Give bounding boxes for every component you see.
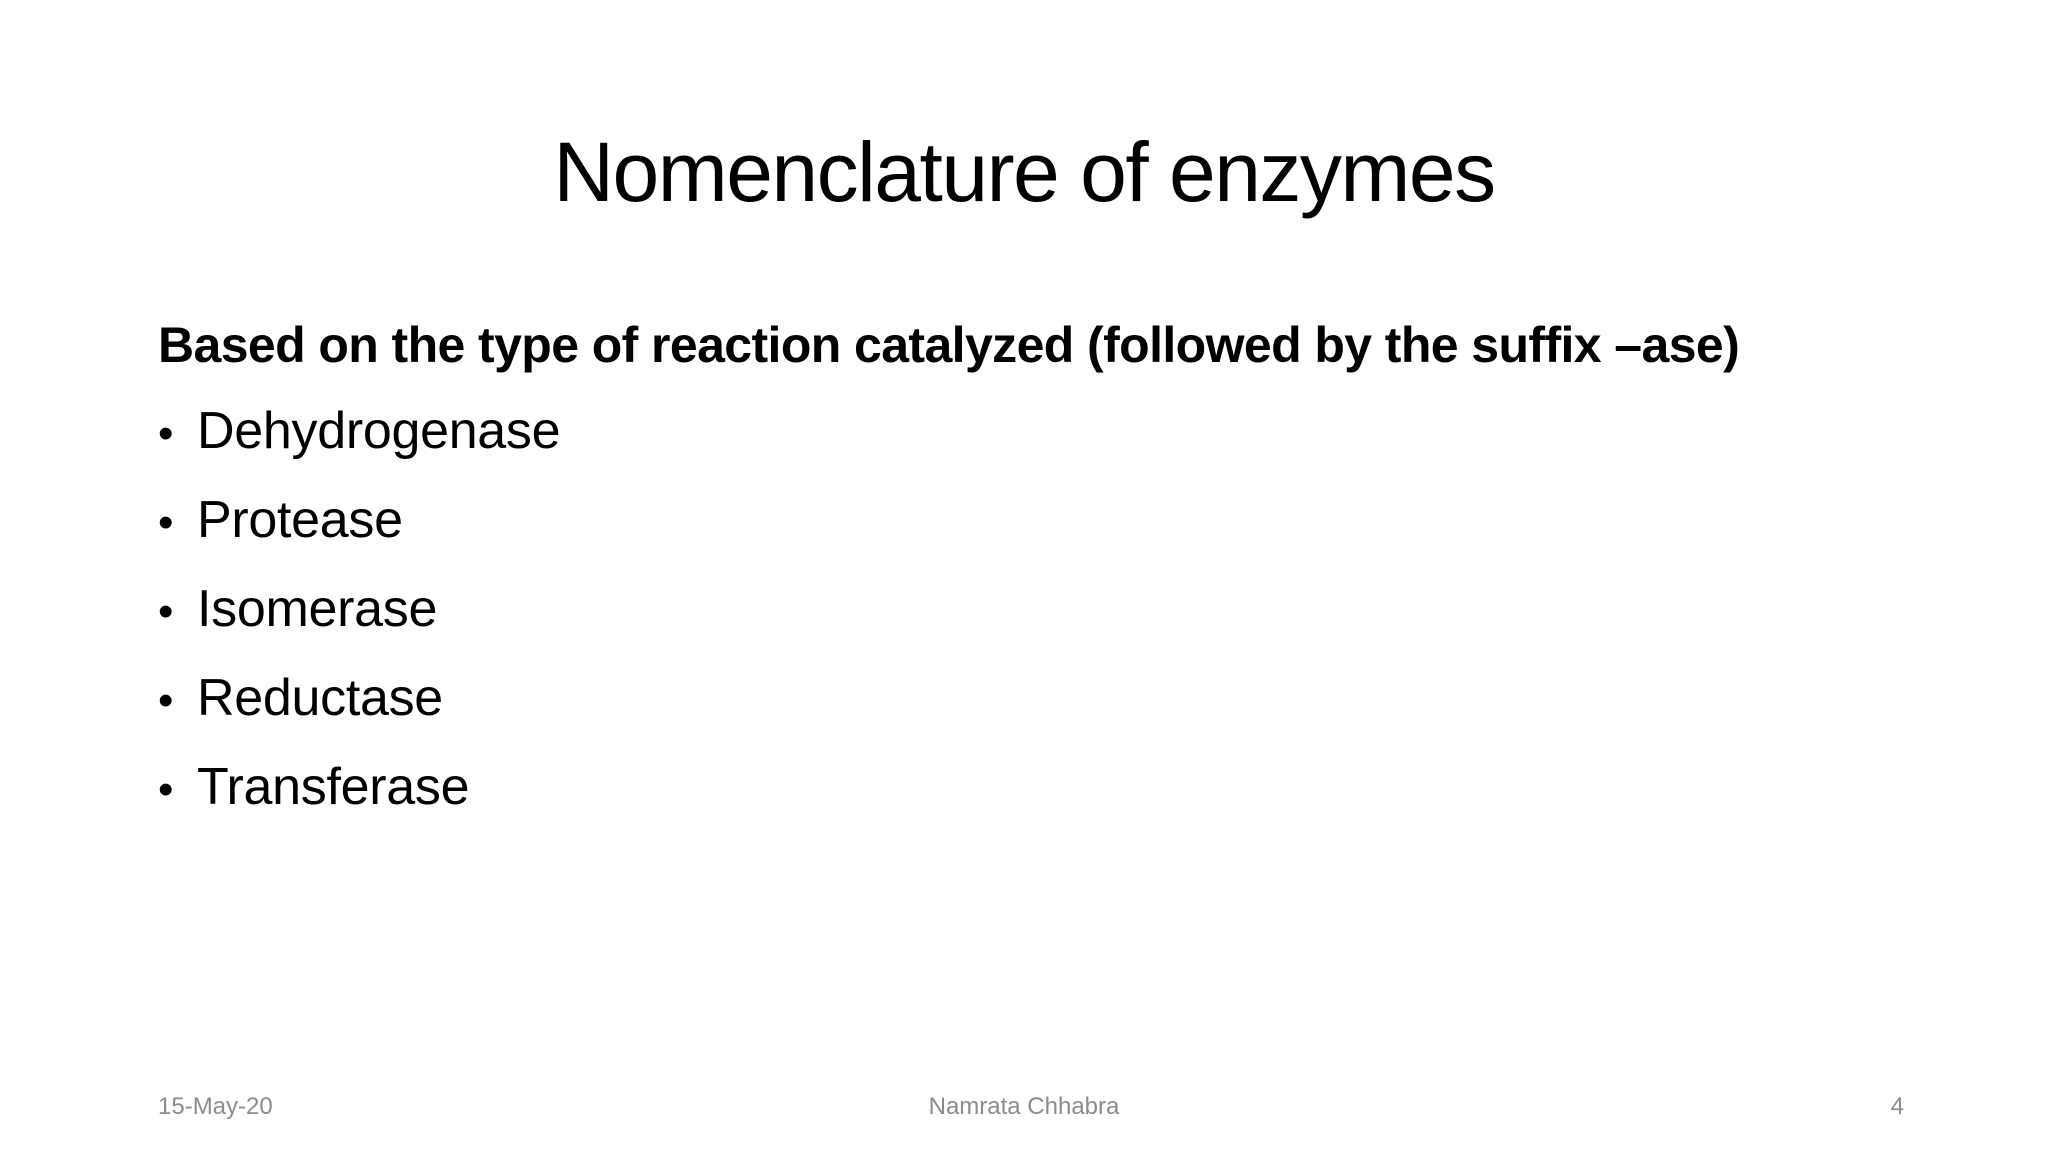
list-item xyxy=(158,663,1918,736)
footer-page-number: 4 xyxy=(1890,1093,1904,1120)
slide-body xyxy=(158,310,1918,841)
list-item-text: Protease xyxy=(197,491,403,549)
list-item-text: Isomerase xyxy=(197,580,438,638)
bullet-icon: • xyxy=(158,409,174,458)
list-item-text: Dehydrogenase xyxy=(197,402,561,460)
footer-date: 15-May-20 xyxy=(158,1093,273,1120)
list-item xyxy=(158,396,1918,469)
list-item xyxy=(158,574,1918,647)
bullet-icon: • xyxy=(158,498,174,547)
bullet-list xyxy=(158,396,1918,825)
list-item-text: Reductase xyxy=(197,669,443,727)
section-heading: Based on the type of reaction catalyzed (followed by the suffix –ase) xyxy=(158,317,1740,373)
bullet-icon: • xyxy=(158,587,174,636)
bullet-icon: • xyxy=(158,676,174,725)
bullet-icon: • xyxy=(158,765,174,814)
list-item-text: Transferase xyxy=(197,758,470,816)
slide-title: Nomenclature of enzymes xyxy=(553,125,1495,219)
list-item xyxy=(158,485,1918,558)
list-item xyxy=(158,752,1918,825)
footer-author: Namrata Chhabra xyxy=(928,1093,1120,1120)
